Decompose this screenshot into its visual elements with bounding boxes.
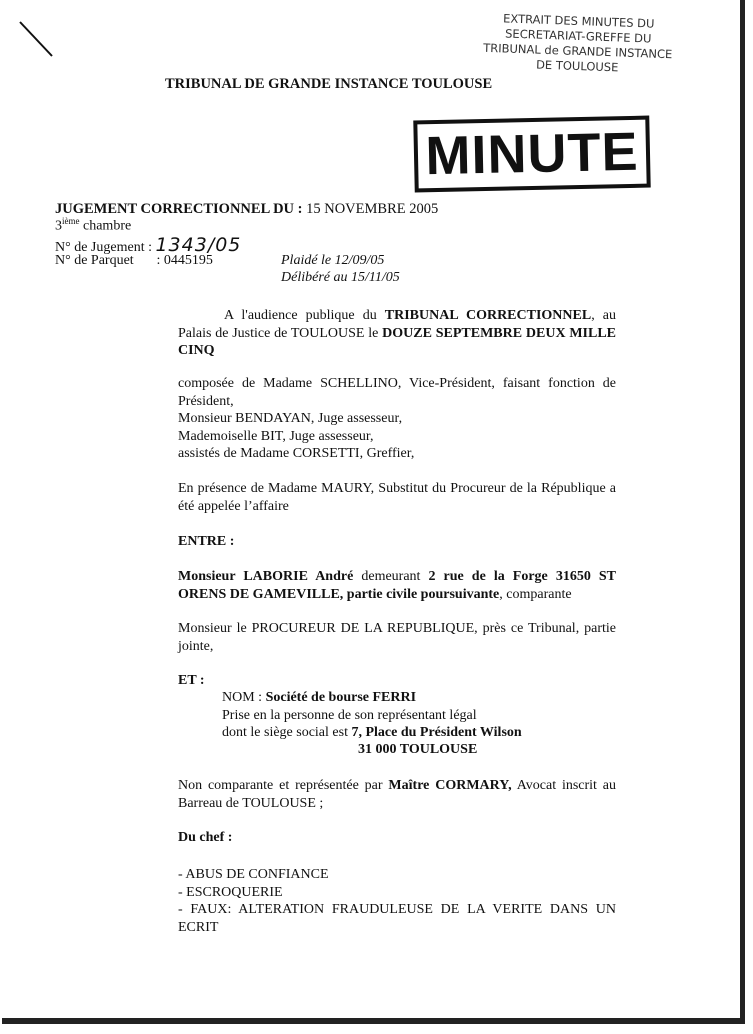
stamp-line: TRIBUNAL de GRANDE INSTANCE [482,40,673,62]
stamp-line: DE TOULOUSE [535,57,619,75]
charge-item: - ABUS DE CONFIANCE [178,867,329,882]
presence-paragraph: En présence de Madame MAURY, Substitut du Procureur de la République a été appelée l’affaire [178,481,616,514]
minute-stamp-text: MINUTE [424,121,640,187]
composition-line: Monsieur BENDAYAN, Juge assesseur, [178,411,403,426]
delibere-date: Délibéré au 15/11/05 [281,270,400,285]
defendant-representation: Prise en la personne de son représentant légal [222,708,477,723]
procureur-paragraph: Monsieur le PROCUREUR DE LA REPUBLIQUE, près ce Tribunal, partie jointe, [178,621,616,654]
parquet-row [55,253,213,269]
defendant-city: 31 000 TOULOUSE [358,742,478,757]
chambre: 3ième chambre [55,216,132,234]
audience-paragraph: A l'audience publique du TRIBUNAL CORRECTIONNEL, au Palais de Justice de TOULOUSE le DOUZE SEPTEMBRE DEUX MILLE CINQ [178,308,617,358]
judgment-label: JUGEMENT CORRECTIONNEL DU : [55,201,303,217]
minute-stamp [413,116,650,193]
judgment-date: 15 NOVEMBRE 2005 [306,201,439,217]
charge-item: - ESCROQUERIE [178,884,283,900]
jugement-number-handwritten: 1343/05 [155,234,242,256]
jugement-label: N° de Jugement : [55,240,152,255]
corner-mark [18,20,58,60]
composition-line: Mademoiselle BIT, Juge assesseur, [178,428,374,444]
registry-stamp [477,11,679,78]
defendant-siege: dont le siège social est 7, Place du Président Wilson [222,725,522,740]
defendant-name: NOM : Société de bourse FERRI [222,690,417,705]
stamp-line: SECRETARIAT-GREFFE DU [504,26,652,46]
parquet-label: N° de Parquet [55,253,134,268]
non-comparante-paragraph: Non comparante et représentée par Maître CORMARY, Avocat inscrit au Barreau de TOULOUSE ; [178,778,617,811]
parquet-number: : 0445195 [156,253,213,268]
composition-line: composée de Madame SCHELLINO, Vice-Président, faisant fonction de Président, [178,376,616,409]
tribunal-title: TRIBUNAL DE GRANDE INSTANCE TOULOUSE [165,76,493,92]
et-heading: ET : [178,673,205,688]
partie-civile-paragraph: Monsieur LABORIE André demeurant 2 rue de la Forge 31650 ST ORENS DE GAMEVILLE, partie civile poursuivante, comparante [178,569,616,602]
entre-heading: ENTRE : [178,534,235,549]
charges-list [178,866,616,936]
plaide-date: Plaidé le 12/09/05 [281,253,385,268]
stamp-line: EXTRAIT DES MINUTES DU [502,11,655,31]
charge-item: - FAUX: ALTERATION FRAUDULEUSE DE LA VERITE DANS UN ECRIT [178,902,616,935]
composition-line: assistés de Madame CORSETTI, Greffier, [178,446,415,461]
composition-block [178,375,616,463]
du-chef-heading: Du chef : [178,830,233,845]
